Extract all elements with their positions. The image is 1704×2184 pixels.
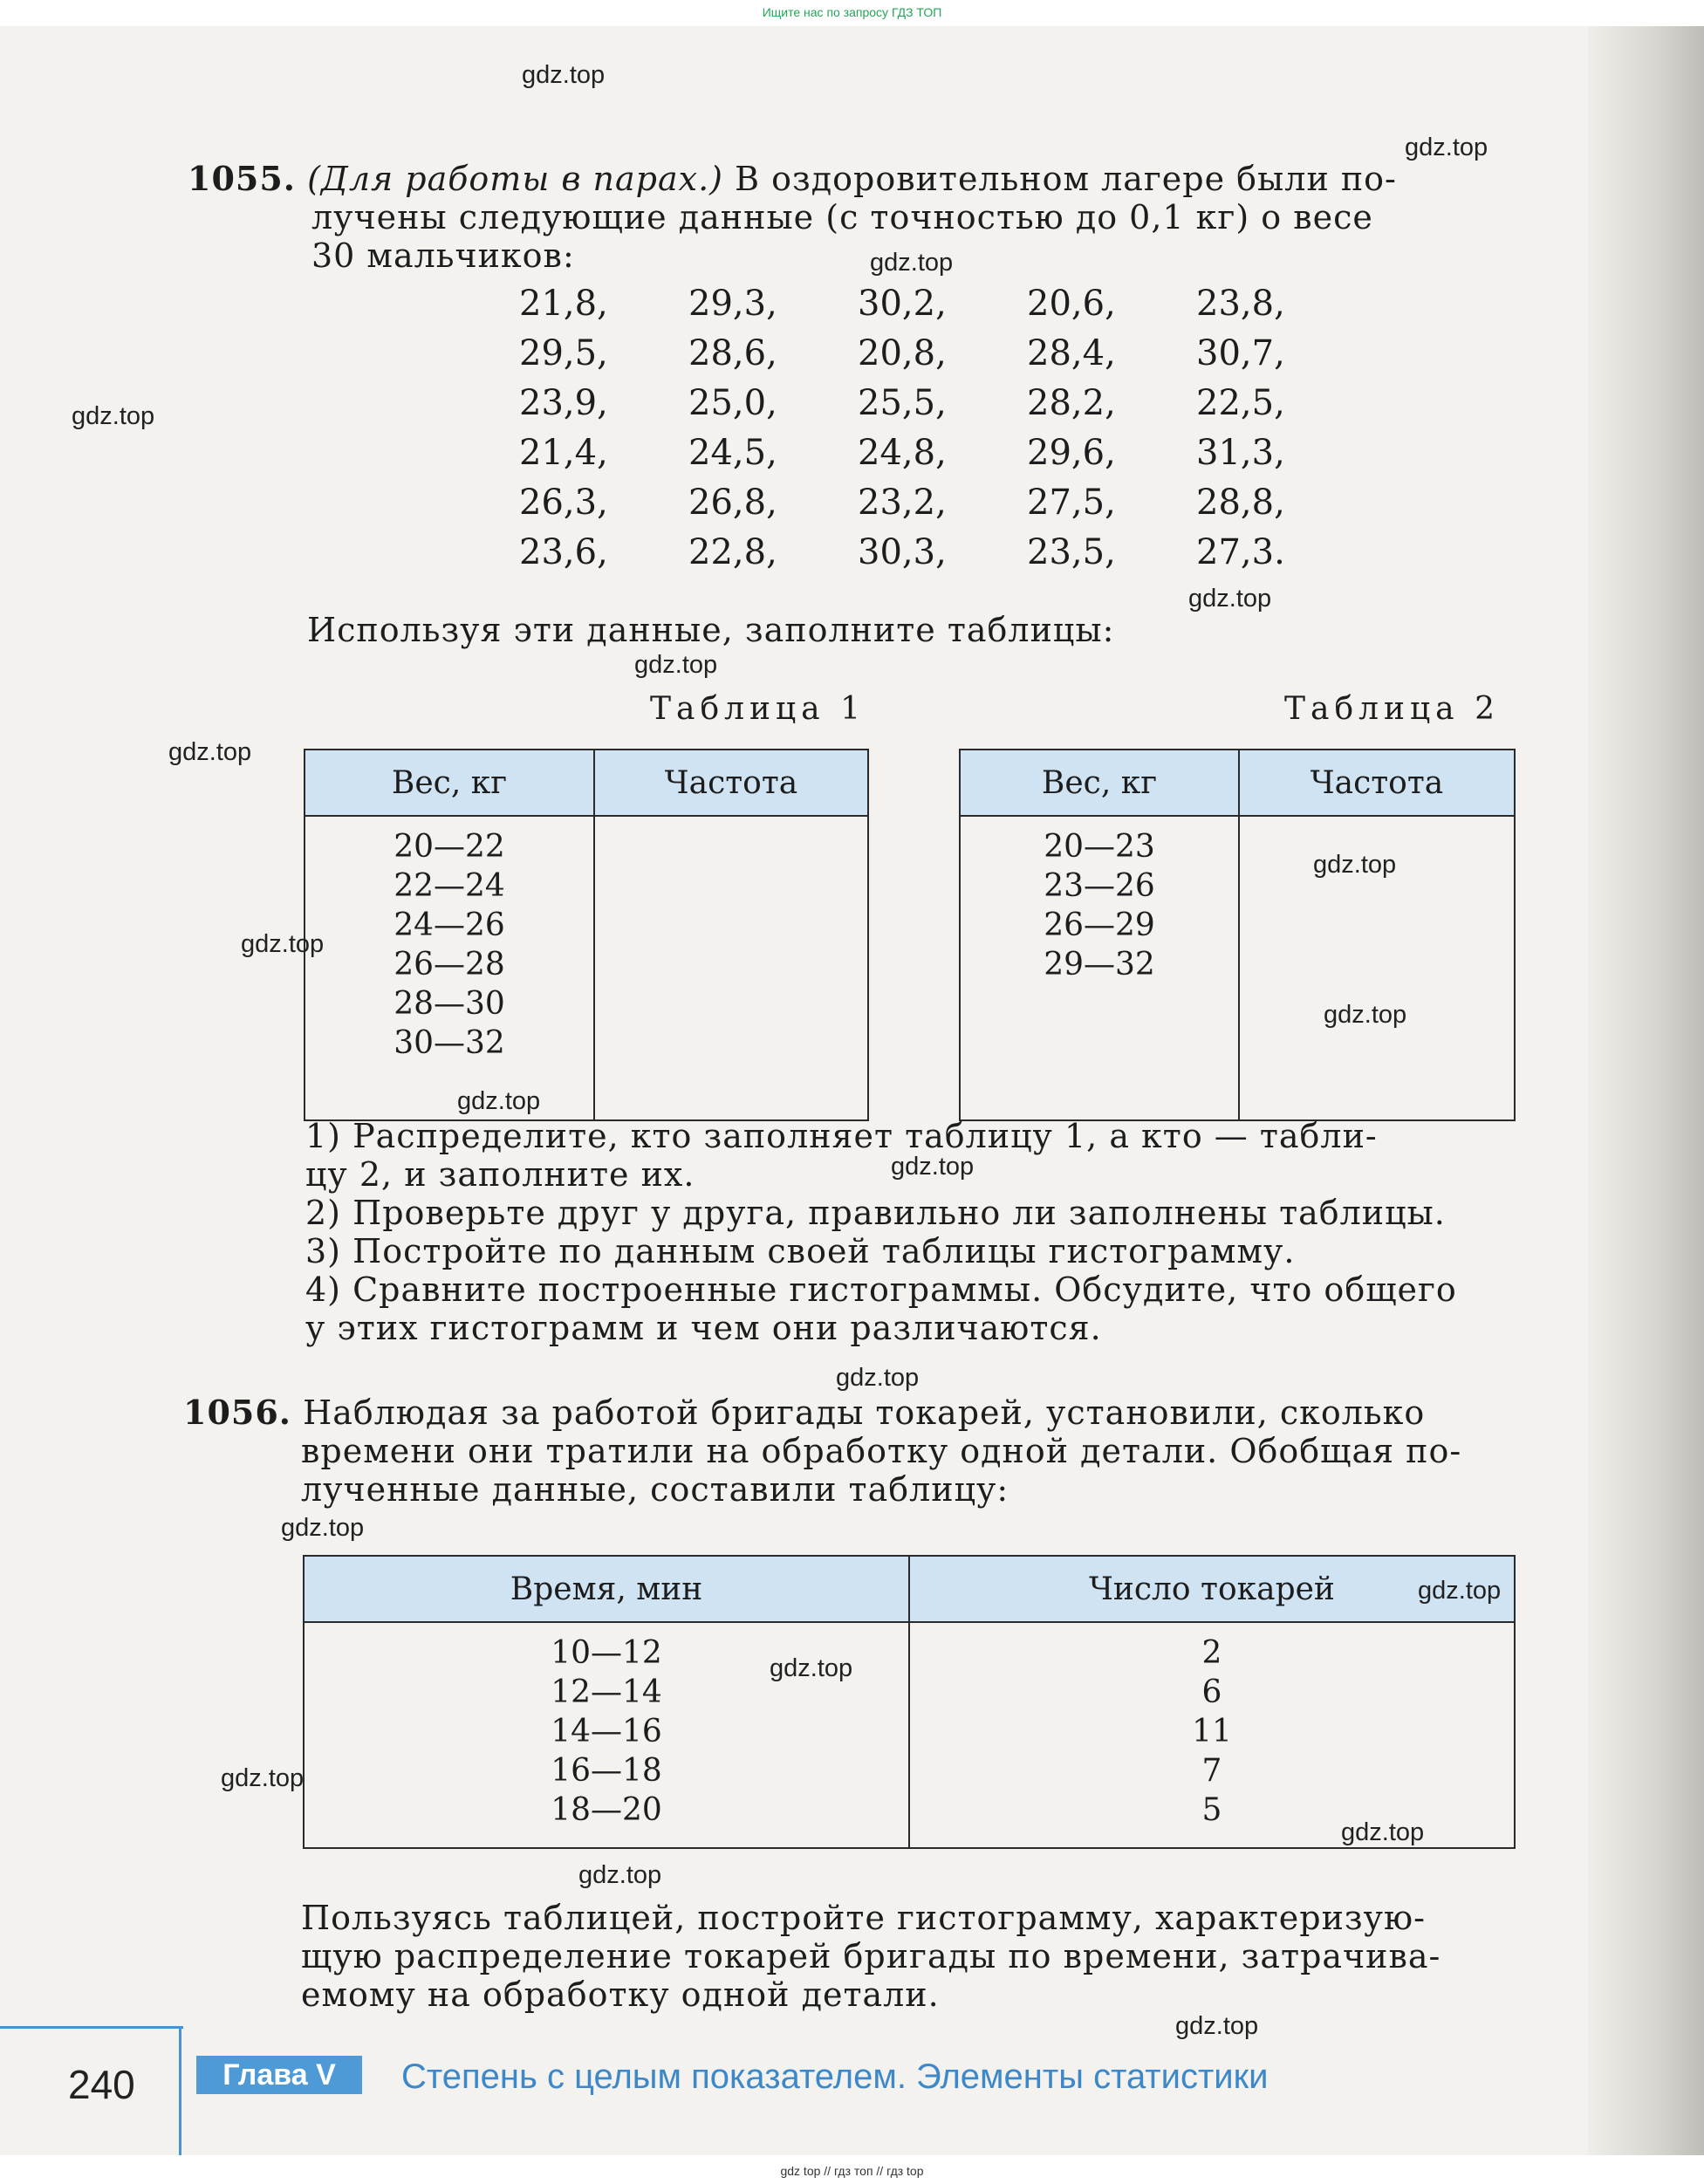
table2-header-weight: Вес, кг bbox=[960, 750, 1239, 816]
table2 bbox=[959, 749, 1516, 1121]
watermark: gdz.top bbox=[1418, 1577, 1502, 1605]
data-value: 24,5, bbox=[688, 433, 777, 473]
page-number: 240 bbox=[68, 2062, 135, 2107]
table1-range: 20—22 bbox=[393, 829, 505, 865]
top-search-hint[interactable]: Ищите нас по запросу ГДЗ ТОП bbox=[762, 5, 942, 19]
table1-header-weight: Вес, кг bbox=[305, 750, 594, 816]
turners-header-count: Число токарей bbox=[909, 1556, 1515, 1622]
task-4-cont: у этих гистограмм и чем они различаются. bbox=[305, 1309, 1102, 1347]
task-1: 1) Распределите, кто заполняет таблицу 1, а кто — табли- bbox=[305, 1117, 1378, 1155]
problem-1056-line1 bbox=[183, 1393, 1425, 1432]
table2-weight-cell bbox=[960, 816, 1239, 1120]
table1-frequency-cell[interactable] bbox=[594, 816, 868, 1120]
problem-1055-number: 1055. bbox=[188, 159, 296, 198]
watermark: gdz.top bbox=[634, 651, 718, 679]
watermark: gdz.top bbox=[281, 1514, 365, 1542]
problem-1055-line3: 30 мальчиков: bbox=[311, 236, 575, 275]
table2-range: 23—26 bbox=[1044, 868, 1155, 904]
data-value: 24,8, bbox=[858, 433, 947, 473]
table2-caption: Таблица 2 bbox=[1284, 691, 1500, 727]
data-value: 27,3. bbox=[1196, 532, 1285, 572]
footer-rule bbox=[0, 2026, 183, 2029]
data-value: 23,9, bbox=[519, 383, 608, 423]
data-value: 20,6, bbox=[1027, 284, 1116, 324]
table1-range: 28—30 bbox=[393, 986, 505, 1022]
watermark: gdz.top bbox=[836, 1364, 920, 1392]
data-row bbox=[519, 279, 1365, 329]
turner-count: 5 bbox=[1201, 1792, 1222, 1828]
data-value: 21,8, bbox=[519, 284, 608, 324]
data-value: 26,8, bbox=[688, 483, 777, 523]
problem-1055-line2: лучены следующие данные (с точностью до 0,1 кг) о весе bbox=[311, 198, 1373, 236]
footer-divider bbox=[179, 2026, 181, 2155]
table1-weight-cell bbox=[305, 816, 594, 1120]
table1-range: 24—26 bbox=[393, 907, 505, 943]
turner-count: 2 bbox=[1201, 1635, 1222, 1671]
time-range: 12—14 bbox=[551, 1674, 662, 1710]
turners-header-time: Время, мин bbox=[304, 1556, 909, 1622]
problem-1056-number: 1056. bbox=[183, 1393, 291, 1432]
chapter-title: Степень с целым показателем. Элементы статистики bbox=[401, 2057, 1269, 2096]
problem-1055-line1 bbox=[188, 160, 1397, 198]
data-value: 25,5, bbox=[858, 383, 947, 423]
page-edge-shadow bbox=[1588, 26, 1704, 2155]
data-value: 22,8, bbox=[688, 532, 777, 572]
watermark: gdz.top bbox=[1405, 134, 1488, 161]
watermark: gdz.top bbox=[891, 1153, 975, 1181]
chapter-badge: Глава V bbox=[196, 2056, 362, 2094]
problem-1056-line3: лученные данные, составили таблицу: bbox=[301, 1470, 1009, 1509]
problem-1055-instruction: Используя эти данные, заполните таблицы: bbox=[307, 611, 1115, 649]
watermark: gdz.top bbox=[770, 1654, 853, 1682]
data-value: 20,8, bbox=[858, 333, 947, 373]
data-value: 29,3, bbox=[688, 284, 777, 324]
watermark: gdz.top bbox=[457, 1087, 541, 1115]
time-range: 10—12 bbox=[551, 1635, 662, 1671]
watermark: gdz.top bbox=[168, 738, 252, 766]
table2-range: 26—29 bbox=[1044, 907, 1155, 943]
table2-range: 29—32 bbox=[1044, 947, 1155, 982]
data-value: 22,5, bbox=[1196, 383, 1285, 423]
watermark: gdz.top bbox=[870, 249, 954, 277]
watermark: gdz.top bbox=[578, 1861, 662, 1889]
data-value: 23,6, bbox=[519, 532, 608, 572]
watermark: gdz.top bbox=[522, 61, 606, 89]
watermark: gdz.top bbox=[241, 930, 325, 958]
data-value: 30,7, bbox=[1196, 333, 1285, 373]
turners-table bbox=[303, 1555, 1516, 1849]
data-value: 31,3, bbox=[1196, 433, 1285, 473]
problem-1056-text-1: Наблюдая за работой бригады токарей, установили, сколько bbox=[303, 1393, 1426, 1432]
turner-count: 6 bbox=[1201, 1674, 1222, 1710]
watermark: gdz.top bbox=[72, 402, 155, 430]
time-range: 14—16 bbox=[551, 1714, 662, 1749]
table1-caption: Таблица 1 bbox=[650, 691, 866, 727]
problem-1056-text-c: емому на обработку одной детали. bbox=[301, 1975, 940, 2014]
table1-range: 30—32 bbox=[393, 1025, 505, 1061]
data-row bbox=[519, 329, 1365, 379]
data-row bbox=[519, 379, 1365, 428]
data-row bbox=[519, 428, 1365, 478]
problem-1055-text-1: В оздоровительном лагере были по- bbox=[735, 160, 1397, 198]
task-1-cont: цу 2, и заполните их. bbox=[305, 1155, 695, 1194]
data-value: 29,6, bbox=[1027, 433, 1116, 473]
data-value: 28,8, bbox=[1196, 483, 1285, 523]
data-value: 23,5, bbox=[1027, 532, 1116, 572]
data-value: 30,3, bbox=[858, 532, 947, 572]
data-value: 23,8, bbox=[1196, 284, 1285, 324]
data-row bbox=[519, 478, 1365, 528]
data-row bbox=[519, 528, 1365, 578]
data-value: 28,6, bbox=[688, 333, 777, 373]
bottom-site-links[interactable]: gdz top // гдз топ // гдз top bbox=[780, 2164, 924, 2178]
data-value: 28,2, bbox=[1027, 383, 1116, 423]
watermark: gdz.top bbox=[1188, 585, 1272, 613]
watermark: gdz.top bbox=[1341, 1818, 1425, 1846]
weight-data-grid bbox=[519, 279, 1365, 578]
problem-1056-text-a: Пользуясь таблицей, постройте гистограмму, характеризую- bbox=[301, 1899, 1426, 1937]
turners-count-cell bbox=[909, 1622, 1515, 1848]
table1-range: 26—28 bbox=[393, 947, 505, 982]
data-value: 26,3, bbox=[519, 483, 608, 523]
task-4: 4) Сравните построенные гистограммы. Обсудите, что общего bbox=[305, 1270, 1457, 1309]
data-value: 23,2, bbox=[858, 483, 947, 523]
turner-count: 11 bbox=[1192, 1714, 1232, 1749]
watermark: gdz.top bbox=[1175, 2012, 1259, 2040]
time-range: 16—18 bbox=[551, 1753, 662, 1789]
task-3: 3) Постройте по данным своей таблицы гистограмму. bbox=[305, 1232, 1296, 1270]
table2-header-frequency: Частота bbox=[1239, 750, 1515, 816]
time-range: 18—20 bbox=[551, 1792, 662, 1828]
watermark: gdz.top bbox=[1313, 851, 1397, 879]
watermark: gdz.top bbox=[1324, 1001, 1407, 1029]
table1-header-frequency: Частота bbox=[594, 750, 868, 816]
problem-1055-note: (Для работы в парах.) bbox=[307, 160, 724, 198]
problem-1056-text-b: щую распределение токарей бригады по времени, затрачива- bbox=[301, 1937, 1441, 1975]
data-value: 28,4, bbox=[1027, 333, 1116, 373]
turner-count: 7 bbox=[1201, 1753, 1222, 1789]
table1 bbox=[304, 749, 869, 1121]
watermark: gdz.top bbox=[221, 1764, 305, 1792]
data-value: 29,5, bbox=[519, 333, 608, 373]
data-value: 21,4, bbox=[519, 433, 608, 473]
table2-range: 20—23 bbox=[1044, 829, 1155, 865]
data-value: 30,2, bbox=[858, 284, 947, 324]
problem-1056-line2: времени они тратили на обработку одной детали. Обобщая по- bbox=[301, 1432, 1462, 1470]
data-value: 27,5, bbox=[1027, 483, 1116, 523]
task-2: 2) Проверьте друг у друга, правильно ли заполнены таблицы. bbox=[305, 1194, 1446, 1232]
data-value: 25,0, bbox=[688, 383, 777, 423]
table1-range: 22—24 bbox=[393, 868, 505, 904]
